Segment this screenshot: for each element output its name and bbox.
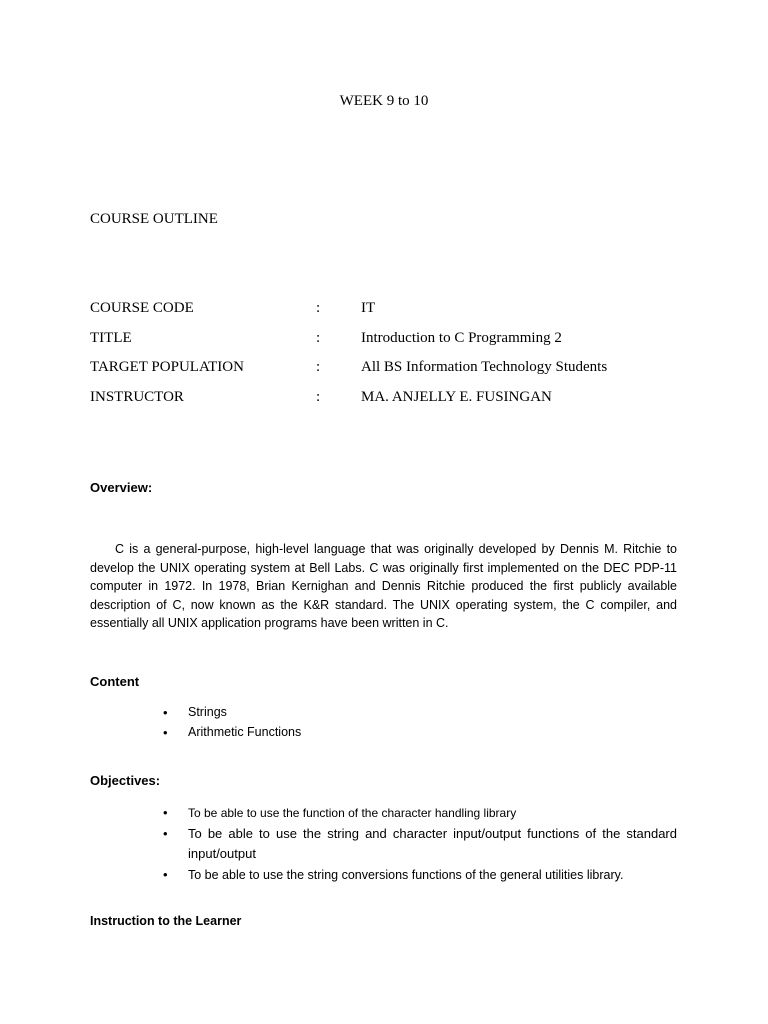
bullet-icon: • [163,705,168,720]
course-code-label: COURSE CODE [90,300,194,316]
target-population-label: TARGET POPULATION [90,359,244,375]
target-population-separator: : [316,359,321,375]
course-info-row-instructor [90,389,690,411]
list-item [163,703,301,723]
list-item [163,865,677,886]
content-item-strings: Strings [188,705,227,719]
course-info-row-course-code [90,300,690,322]
content-list [163,703,301,742]
objective-item-1: To be able to use the function of the character handling library [188,806,517,820]
bullet-icon: • [163,805,168,820]
bullet-icon: • [163,866,168,882]
content-item-arithmetic-functions: Arithmetic Functions [188,724,302,739]
course-code-separator: : [316,300,321,316]
objective-item-2: To be able to use the string and character input/output functions of the standard input/output [188,825,677,861]
title-value: Introduction to C Programming 2 [361,330,562,346]
bullet-icon: • [163,724,168,740]
course-code-value: IT [361,300,376,316]
week-title: WEEK 9 to 10 [339,93,429,109]
title-separator: : [316,330,321,346]
overview-heading: Overview: [90,480,153,495]
bullet-icon: • [163,825,168,841]
objectives-list [163,803,677,885]
title-label: TITLE [90,330,132,346]
course-info-row-title [90,330,690,352]
content-heading: Content [90,674,140,689]
overview-paragraph: C is a general-purpose, high-level language that was originally developed by Dennis M. Ritchie to develop the UNIX operating system at Bell Labs. C was originally first implemented on the DEC PDP-11 computer in 1972. In 1978, Brian Kernighan and Dennis Ritchie produced the first publicly available description of C, now known as the K&R standard. The UNIX operating system, the C compiler, and essentially all UNIX application programs have been written in C. [90,542,677,631]
target-population-value: All BS Information Technology Students [361,359,608,375]
instructor-label: INSTRUCTOR [90,389,184,405]
list-item [163,824,677,865]
list-item [163,803,677,824]
objectives-heading: Objectives: [90,773,161,788]
instructor-value: MA. ANJELLY E. FUSINGAN [361,389,552,405]
objective-item-3: To be able to use the string conversions functions of the general utilities library. [188,867,624,882]
instruction-heading: Instruction to the Learner [90,914,242,928]
course-info-row-target-population [90,359,690,381]
list-item [163,723,301,743]
instructor-separator: : [316,389,321,405]
course-outline-heading: COURSE OUTLINE [90,211,218,227]
